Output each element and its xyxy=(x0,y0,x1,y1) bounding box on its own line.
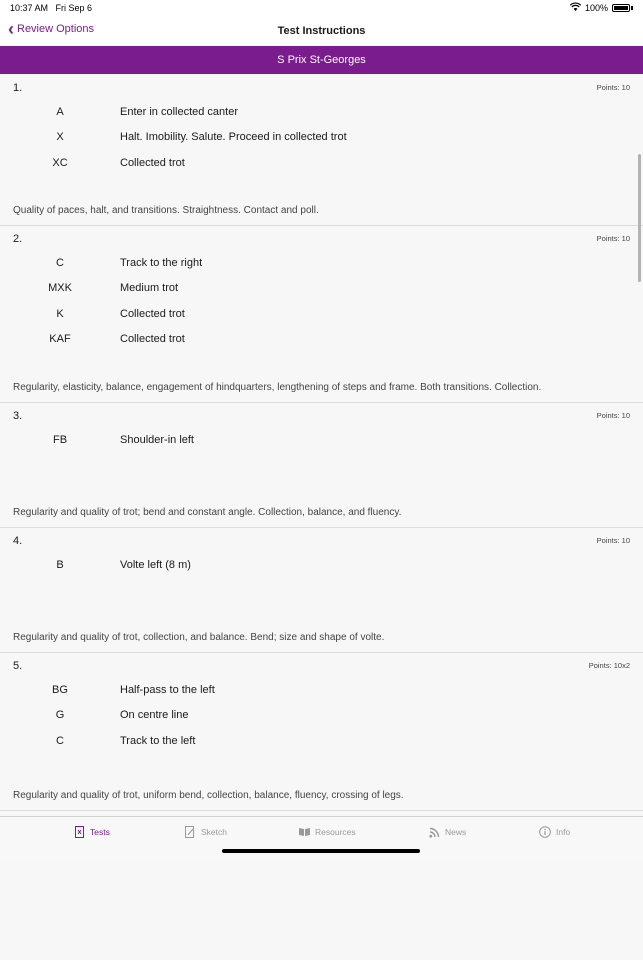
tab-label: News xyxy=(445,827,467,837)
step-row xyxy=(0,106,643,126)
step-instruction: Volte left (8 m) xyxy=(120,559,191,571)
book-icon xyxy=(298,826,310,838)
step-row xyxy=(0,131,643,151)
tab-resources[interactable] xyxy=(298,826,356,838)
movement-number: 3. xyxy=(13,410,23,422)
movement-divider xyxy=(0,652,643,653)
home-indicator xyxy=(222,849,420,853)
movement-block xyxy=(0,652,643,810)
rss-icon xyxy=(428,826,440,838)
movement-number: 2. xyxy=(13,233,23,245)
arena-letter: KAF xyxy=(49,332,71,345)
step-instruction: Collected trot xyxy=(120,332,185,345)
arena-letter: MXK xyxy=(48,282,72,295)
arena-letter: G xyxy=(55,709,65,722)
tab-tests[interactable] xyxy=(73,826,110,838)
tab-label: Info xyxy=(556,827,571,837)
step-row xyxy=(0,282,643,302)
tab-label: Resources xyxy=(315,827,356,837)
arena-letter: A xyxy=(56,106,64,118)
status-date: Fri Sep 6 xyxy=(55,3,93,13)
movement-divider xyxy=(0,527,643,528)
arena-letter: BG xyxy=(52,684,68,696)
battery-icon xyxy=(612,4,630,12)
directive-text: Regularity and quality of trot; bend and constant angle. Collection, balance, and fluency. xyxy=(13,507,402,518)
directive-text: Regularity and quality of trot, uniform bend, collection, balance, fluency, crossing of legs. xyxy=(13,790,404,801)
chevron-left-icon: ‹ xyxy=(8,19,14,39)
movement-block xyxy=(0,527,643,652)
step-row xyxy=(0,684,643,704)
arena-letter: FB xyxy=(52,434,68,446)
step-row xyxy=(0,434,643,454)
step-row xyxy=(0,559,643,579)
info-icon xyxy=(539,826,551,838)
test-name-header: S Prix St-Georges xyxy=(0,46,643,74)
arena-letter: C xyxy=(56,734,64,747)
tab-sketch[interactable] xyxy=(184,826,227,838)
tab-label: Tests xyxy=(90,827,110,837)
directive-text: Regularity, elasticity, balance, engagement of hindquarters, lengthening of steps and frame. Both transitions. Collection. xyxy=(13,382,542,393)
navigation-bar xyxy=(0,16,643,46)
step-row xyxy=(0,157,643,177)
tests-icon xyxy=(73,826,85,838)
scroll-indicator[interactable] xyxy=(638,154,641,282)
tab-news[interactable] xyxy=(428,826,466,838)
tab-info[interactable] xyxy=(539,826,570,838)
sketch-icon xyxy=(184,826,196,838)
directive-text: Regularity and quality of trot, collection, and balance. Bend; size and shape of volte. xyxy=(13,632,385,643)
wifi-icon xyxy=(570,3,581,13)
step-row xyxy=(0,709,643,729)
movement-block xyxy=(0,225,643,402)
movement-points: Points: 10x2 xyxy=(588,661,630,670)
movement-points: Points: 10 xyxy=(596,536,630,545)
step-instruction: Track to the left xyxy=(120,734,196,747)
step-row xyxy=(0,735,643,755)
arena-letter: K xyxy=(56,307,64,320)
directive-text: Quality of paces, halt, and transitions. Straightness. Contact and poll. xyxy=(13,205,319,216)
movements-list[interactable] xyxy=(0,74,643,816)
page-title: Test Instructions xyxy=(277,25,366,37)
movement-divider xyxy=(0,402,643,403)
step-instruction: Shoulder-in left xyxy=(120,434,194,446)
battery-percent: 100% xyxy=(584,3,608,13)
movement-divider xyxy=(0,225,643,226)
step-instruction: Track to the right xyxy=(120,257,203,269)
movement-block xyxy=(0,402,643,527)
step-instruction: Enter in collected canter xyxy=(120,106,239,118)
status-bar xyxy=(0,0,643,16)
arena-letter: XC xyxy=(52,156,68,169)
step-row xyxy=(0,333,643,353)
step-instruction: On centre line xyxy=(120,709,189,722)
step-instruction: Collected trot xyxy=(120,156,185,169)
arena-letter: C xyxy=(56,257,64,269)
step-row xyxy=(0,308,643,328)
movement-points: Points: 10 xyxy=(596,83,630,92)
movement-number: 4. xyxy=(13,535,23,547)
step-instruction: Half-pass to the left xyxy=(120,684,215,696)
movement-divider xyxy=(0,810,643,811)
step-instruction: Halt. Imobility. Salute. Proceed in collected trot xyxy=(120,131,347,144)
movement-points: Points: 10 xyxy=(596,411,630,420)
tab-label: Sketch xyxy=(201,827,227,837)
arena-letter: X xyxy=(56,131,64,144)
movement-number: 5. xyxy=(13,660,23,672)
movement-block xyxy=(0,74,643,225)
movement-number: 1. xyxy=(13,82,23,94)
step-row xyxy=(0,257,643,277)
status-time: 10:37 AM xyxy=(10,3,49,13)
back-button-label: Review Options xyxy=(17,23,95,35)
movement-points: Points: 10 xyxy=(596,234,630,243)
step-instruction: Medium trot xyxy=(120,282,179,295)
step-instruction: Collected trot xyxy=(120,307,185,320)
arena-letter: B xyxy=(56,559,64,571)
